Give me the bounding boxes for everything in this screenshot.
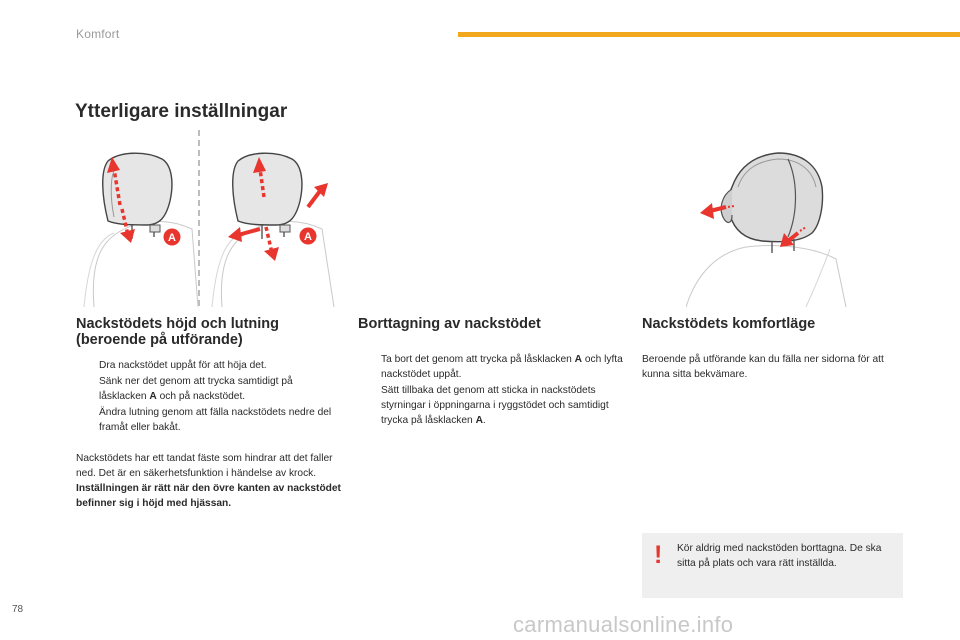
warning-icon: ! [654, 541, 663, 569]
list-item: Sätt tillbaka det genom att sticka in nackstödets styrningar i öppningarna i ryggstödet och samtidigt trycka på låsklacken A. [381, 385, 609, 426]
removal-section [358, 316, 623, 429]
accent-bar [458, 32, 960, 37]
page-number: 78 [12, 604, 24, 615]
watermark: carmanualsonline.info [513, 612, 734, 637]
tilt-forward-arrow-icon [228, 227, 260, 242]
list-item: Ändra lutning genom att fälla nackstödets nedre del framåt eller bakåt. [99, 407, 332, 433]
lock-tab-a-marker [300, 228, 317, 245]
heading-line-1: Nackstödets höjd och lutning [76, 316, 280, 332]
warning-box [642, 533, 903, 598]
heading-line-2: (beroende på utförande) [76, 332, 243, 348]
list-item: Ta bort det genom att trycka på låsklacken A och lyfta nackstödet uppåt. [381, 354, 623, 380]
list-item: Dra nackstödet uppåt för att höja det. [99, 360, 267, 371]
lock-tab-a-marker [164, 229, 181, 246]
comfort-headrest-illustration [686, 125, 854, 307]
section-label: Komfort [76, 27, 120, 41]
tilt-back-arrow-icon [308, 183, 328, 207]
height-tilt-heading [76, 316, 341, 348]
comfort-heading: Nackstödets komfortläge [642, 316, 816, 332]
headrest-tilt-illustration [204, 125, 340, 307]
warning-text: Kör aldrig med nackstöden borttagna. De ska sitta på plats och vara rätt inställda. [677, 543, 882, 569]
comfort-paragraph: Beroende på utförande kan du fälla ner sidorna för att kunna sitta bekvämare. [642, 354, 884, 380]
safety-paragraph: Nackstödets har ett tandat fäste som hindrar att det faller ned. Det är en säkerhetsfunktion i händelse av krock. [76, 453, 333, 479]
down-arrow-icon [264, 227, 279, 261]
svg-text:A: A [168, 232, 176, 244]
headrest-height-illustration [74, 125, 198, 307]
illustration-divider [198, 130, 200, 306]
comfort-section [642, 316, 912, 382]
height-tilt-steps [76, 358, 341, 435]
list-item: Sänk ner det genom att trycka samtidigt på låsklacken A och på nackstödet. [99, 376, 293, 402]
height-tilt-section [76, 316, 341, 511]
removal-steps [358, 352, 623, 428]
page-title: Ytterligare inställningar [75, 101, 288, 122]
correct-setting-note: Inställningen är rätt när den övre kanten av nackstödet befinner sig i höjd med hjässan. [76, 483, 341, 509]
svg-text:A: A [304, 231, 312, 243]
removal-heading: Borttagning av nackstödet [358, 316, 541, 332]
